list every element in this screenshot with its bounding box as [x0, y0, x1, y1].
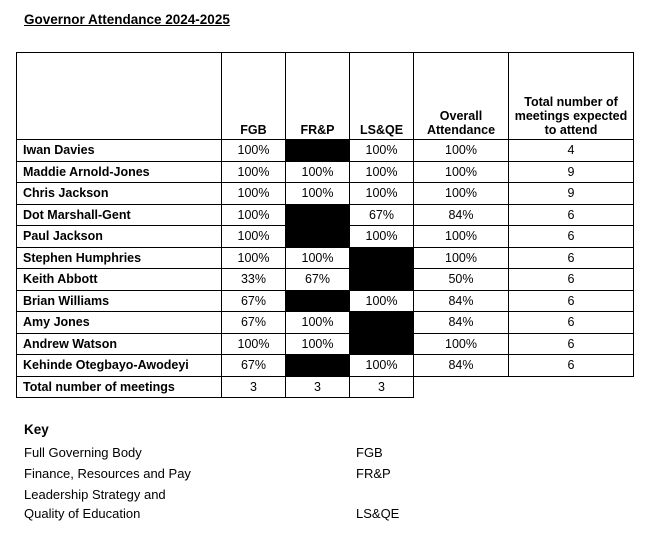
- attendance-frp-cell: 100%: [286, 183, 350, 205]
- attendance-frp-cell: 100%: [286, 333, 350, 355]
- total-frp-cell: 3: [286, 376, 350, 398]
- key-item: [24, 485, 400, 523]
- key-item-label: [24, 485, 324, 523]
- key-item-abbr: LS&QE: [356, 506, 400, 521]
- attendance-lsqe-cell: 67%: [350, 204, 414, 226]
- governor-name: Paul Jackson: [17, 226, 222, 248]
- table-row: [17, 312, 634, 334]
- governor-name: Amy Jones: [17, 312, 222, 334]
- governor-name: Dot Marshall-Gent: [17, 204, 222, 226]
- expected-cell: 9: [509, 161, 634, 183]
- expected-cell: 6: [509, 312, 634, 334]
- expected-cell: 4: [509, 140, 634, 162]
- total-label: Total number of meetings: [17, 376, 222, 398]
- governor-name: Maddie Arnold-Jones: [17, 161, 222, 183]
- table-row: [17, 247, 634, 269]
- governor-name: Stephen Humphries: [17, 247, 222, 269]
- overall-cell: 50%: [414, 269, 509, 291]
- page-title: Governor Attendance 2024-2025: [24, 12, 230, 27]
- key-item-abbr: FR&P: [356, 466, 391, 481]
- attendance-lsqe-cell: 100%: [350, 161, 414, 183]
- governor-name: Kehinde Otegbayo-Awodeyi: [17, 355, 222, 377]
- attendance-lsqe-cell: 100%: [350, 355, 414, 377]
- key-item: [24, 443, 383, 464]
- key-item-label-line: Quality of Education: [24, 506, 141, 521]
- attendance-frp-cell: 100%: [286, 247, 350, 269]
- not-member-cell: [350, 247, 414, 269]
- table-row: [17, 269, 634, 291]
- not-member-cell: [286, 140, 350, 162]
- overall-cell: 84%: [414, 355, 509, 377]
- attendance-fgb-cell: 67%: [222, 312, 286, 334]
- expected-cell: 6: [509, 333, 634, 355]
- attendance-fgb-cell: 100%: [222, 183, 286, 205]
- attendance-lsqe-cell: 100%: [350, 140, 414, 162]
- table-row: [17, 226, 634, 248]
- expected-cell: 6: [509, 226, 634, 248]
- overall-cell: 84%: [414, 204, 509, 226]
- table-row: [17, 204, 634, 226]
- header-name: [17, 53, 222, 140]
- attendance-fgb-cell: 33%: [222, 269, 286, 291]
- table-row: [17, 355, 634, 377]
- attendance-fgb-cell: 100%: [222, 247, 286, 269]
- key-title: Key: [24, 422, 49, 437]
- overall-cell: 84%: [414, 290, 509, 312]
- empty-cell: [509, 376, 634, 398]
- not-member-cell: [350, 333, 414, 355]
- overall-cell: 100%: [414, 140, 509, 162]
- governor-name: Chris Jackson: [17, 183, 222, 205]
- attendance-lsqe-cell: 100%: [350, 183, 414, 205]
- overall-cell: 100%: [414, 183, 509, 205]
- overall-cell: 100%: [414, 161, 509, 183]
- overall-cell: 100%: [414, 226, 509, 248]
- expected-cell: 6: [509, 355, 634, 377]
- total-row: [17, 376, 634, 398]
- table-row: [17, 140, 634, 162]
- attendance-fgb-cell: 100%: [222, 140, 286, 162]
- overall-cell: 84%: [414, 312, 509, 334]
- table-row: [17, 161, 634, 183]
- attendance-table: [16, 52, 634, 398]
- total-fgb-cell: 3: [222, 376, 286, 398]
- table-row: [17, 290, 634, 312]
- not-member-cell: [350, 269, 414, 291]
- key-item: [24, 464, 391, 485]
- key-item-label-line: Leadership Strategy and: [24, 487, 166, 502]
- attendance-lsqe-cell: 100%: [350, 226, 414, 248]
- attendance-fgb-cell: 100%: [222, 204, 286, 226]
- total-lsqe-cell: 3: [350, 376, 414, 398]
- governor-name: Iwan Davies: [17, 140, 222, 162]
- key-item-label: Finance, Resources and Pay: [24, 466, 191, 481]
- not-member-cell: [286, 226, 350, 248]
- attendance-fgb-cell: 100%: [222, 161, 286, 183]
- governor-name: Andrew Watson: [17, 333, 222, 355]
- table-row: [17, 333, 634, 355]
- header-fgb: FGB: [222, 53, 286, 140]
- attendance-fgb-cell: 100%: [222, 226, 286, 248]
- attendance-frp-cell: 100%: [286, 161, 350, 183]
- empty-cell: [414, 376, 509, 398]
- attendance-lsqe-cell: 100%: [350, 290, 414, 312]
- header-row: [17, 53, 634, 140]
- table-row: [17, 183, 634, 205]
- not-member-cell: [350, 312, 414, 334]
- attendance-fgb-cell: 100%: [222, 333, 286, 355]
- header-lsqe: LS&QE: [350, 53, 414, 140]
- key-item-label: Full Governing Body: [24, 445, 142, 460]
- header-frp: FR&P: [286, 53, 350, 140]
- overall-cell: 100%: [414, 247, 509, 269]
- attendance-frp-cell: 67%: [286, 269, 350, 291]
- not-member-cell: [286, 290, 350, 312]
- expected-cell: 6: [509, 290, 634, 312]
- expected-cell: 6: [509, 247, 634, 269]
- not-member-cell: [286, 355, 350, 377]
- governor-name: Keith Abbott: [17, 269, 222, 291]
- header-expected: Total number of meetings expected to attend: [509, 53, 634, 140]
- attendance-fgb-cell: 67%: [222, 355, 286, 377]
- header-overall: Overall Attendance: [414, 53, 509, 140]
- expected-cell: 6: [509, 269, 634, 291]
- attendance-fgb-cell: 67%: [222, 290, 286, 312]
- key-section: [24, 422, 400, 523]
- attendance-frp-cell: 100%: [286, 312, 350, 334]
- key-item-abbr: FGB: [356, 445, 383, 460]
- expected-cell: 6: [509, 204, 634, 226]
- expected-cell: 9: [509, 183, 634, 205]
- governor-name: Brian Williams: [17, 290, 222, 312]
- overall-cell: 100%: [414, 333, 509, 355]
- not-member-cell: [286, 204, 350, 226]
